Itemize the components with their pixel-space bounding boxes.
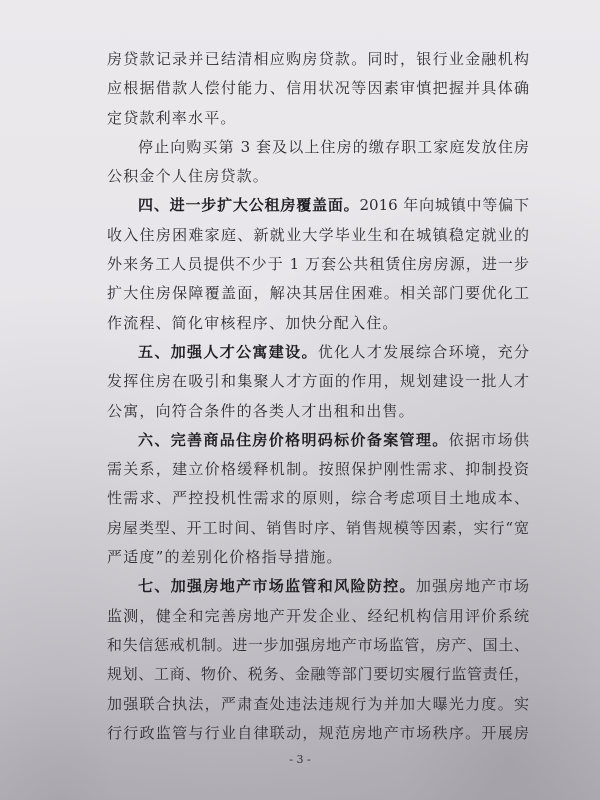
line-text: 优化人才发展综合环境，充分 <box>317 342 529 361</box>
line-text: 2016 年向城镇中等偏下 <box>359 196 529 215</box>
line-text: 作流程、简化审核程序、加快分配入住。 <box>107 313 399 332</box>
line-text: 行行政监管与行业自律联动，规范房地产市场秩序。开展房 <box>107 723 529 742</box>
line-text: 需关系，建立价格缓释机制。按照保护刚性需求、抑制投资 <box>107 460 529 479</box>
page-number: - 3 - <box>289 753 311 766</box>
line-text: 性需求、严控投机性需求的原则，综合考虑项目土地成本、 <box>107 489 529 508</box>
section-heading-line <box>107 338 529 367</box>
text-line <box>107 309 529 338</box>
line-text: 公寓，向符合条件的各类人才出租和出售。 <box>107 401 415 420</box>
line-text: 严适度”的差别化价格指导措施。 <box>107 548 343 567</box>
line-text: 规划、工商、物价、税务、金融等部门要切实履行监管责任， <box>107 665 529 684</box>
text-line <box>107 602 529 631</box>
text-line <box>107 543 529 572</box>
line-text: 扩大住房保障覆盖面，解决其居住困难。相关部门要优化工 <box>107 284 529 303</box>
text-line <box>107 162 529 191</box>
line-text: 应根据借款人偿付能力、信用状况等因素审慎把握并具体确 <box>107 79 529 98</box>
text-line <box>107 279 529 308</box>
text-line <box>107 397 529 426</box>
text-line <box>107 719 529 748</box>
section-heading-line <box>107 426 529 455</box>
text-line <box>107 367 529 396</box>
section-heading: 七、加强房地产市场监管和风险防控。 <box>138 577 416 596</box>
line-text: 公积金个人住房贷款。 <box>107 167 270 186</box>
section-heading-line <box>107 191 529 220</box>
text-line <box>107 104 529 133</box>
text-line <box>107 74 529 103</box>
line-text: 房贷款记录并已结清相应购房贷款。同时，银行业金融机构 <box>107 50 529 68</box>
document-body <box>107 45 529 748</box>
line-text: 停止向购买第 3 套及以上住房的缴存职工家庭发放住房 <box>138 137 529 156</box>
text-line <box>107 690 529 719</box>
text-line <box>107 455 529 484</box>
section-heading: 五、加强人才公寓建设。 <box>138 342 318 361</box>
text-line <box>107 221 529 250</box>
section-heading: 六、完善商品住房价格明码标价备案管理。 <box>138 430 449 449</box>
text-line <box>107 133 529 162</box>
line-text: 加强联合执法，严肃查处违法违规行为并加大曝光力度。实 <box>107 694 529 713</box>
text-line <box>107 45 529 74</box>
line-text: 和失信惩戒机制。进一步加强房地产市场监管，房产、国土、 <box>107 635 529 654</box>
section-heading-line <box>107 572 529 601</box>
line-text: 加强房地产市场 <box>415 577 529 596</box>
line-text: 收入住房困难家庭、新就业大学毕业生和在城镇稳定就业的 <box>107 225 529 244</box>
line-text: 监测，健全和完善房地产开发企业、经纪机构信用评价系统 <box>107 606 529 625</box>
text-line <box>107 250 529 279</box>
line-text: 依据市场供 <box>448 430 529 449</box>
text-line <box>107 514 529 543</box>
text-line <box>107 660 529 689</box>
line-text: 定贷款利率水平。 <box>107 108 237 127</box>
line-text: 房屋类型、开工时间、销售时序、销售规模等因素，实行“宽 <box>107 518 529 537</box>
section-heading: 四、进一步扩大公租房覆盖面。 <box>138 196 360 215</box>
line-text: 外来务工人员提供不少于 1 万套公共租赁住房房源，进一步 <box>107 255 529 274</box>
text-line <box>107 484 529 513</box>
text-line <box>107 631 529 660</box>
line-text: 发挥住房在吸引和集聚人才方面的作用，规划建设一批人才 <box>107 372 529 391</box>
